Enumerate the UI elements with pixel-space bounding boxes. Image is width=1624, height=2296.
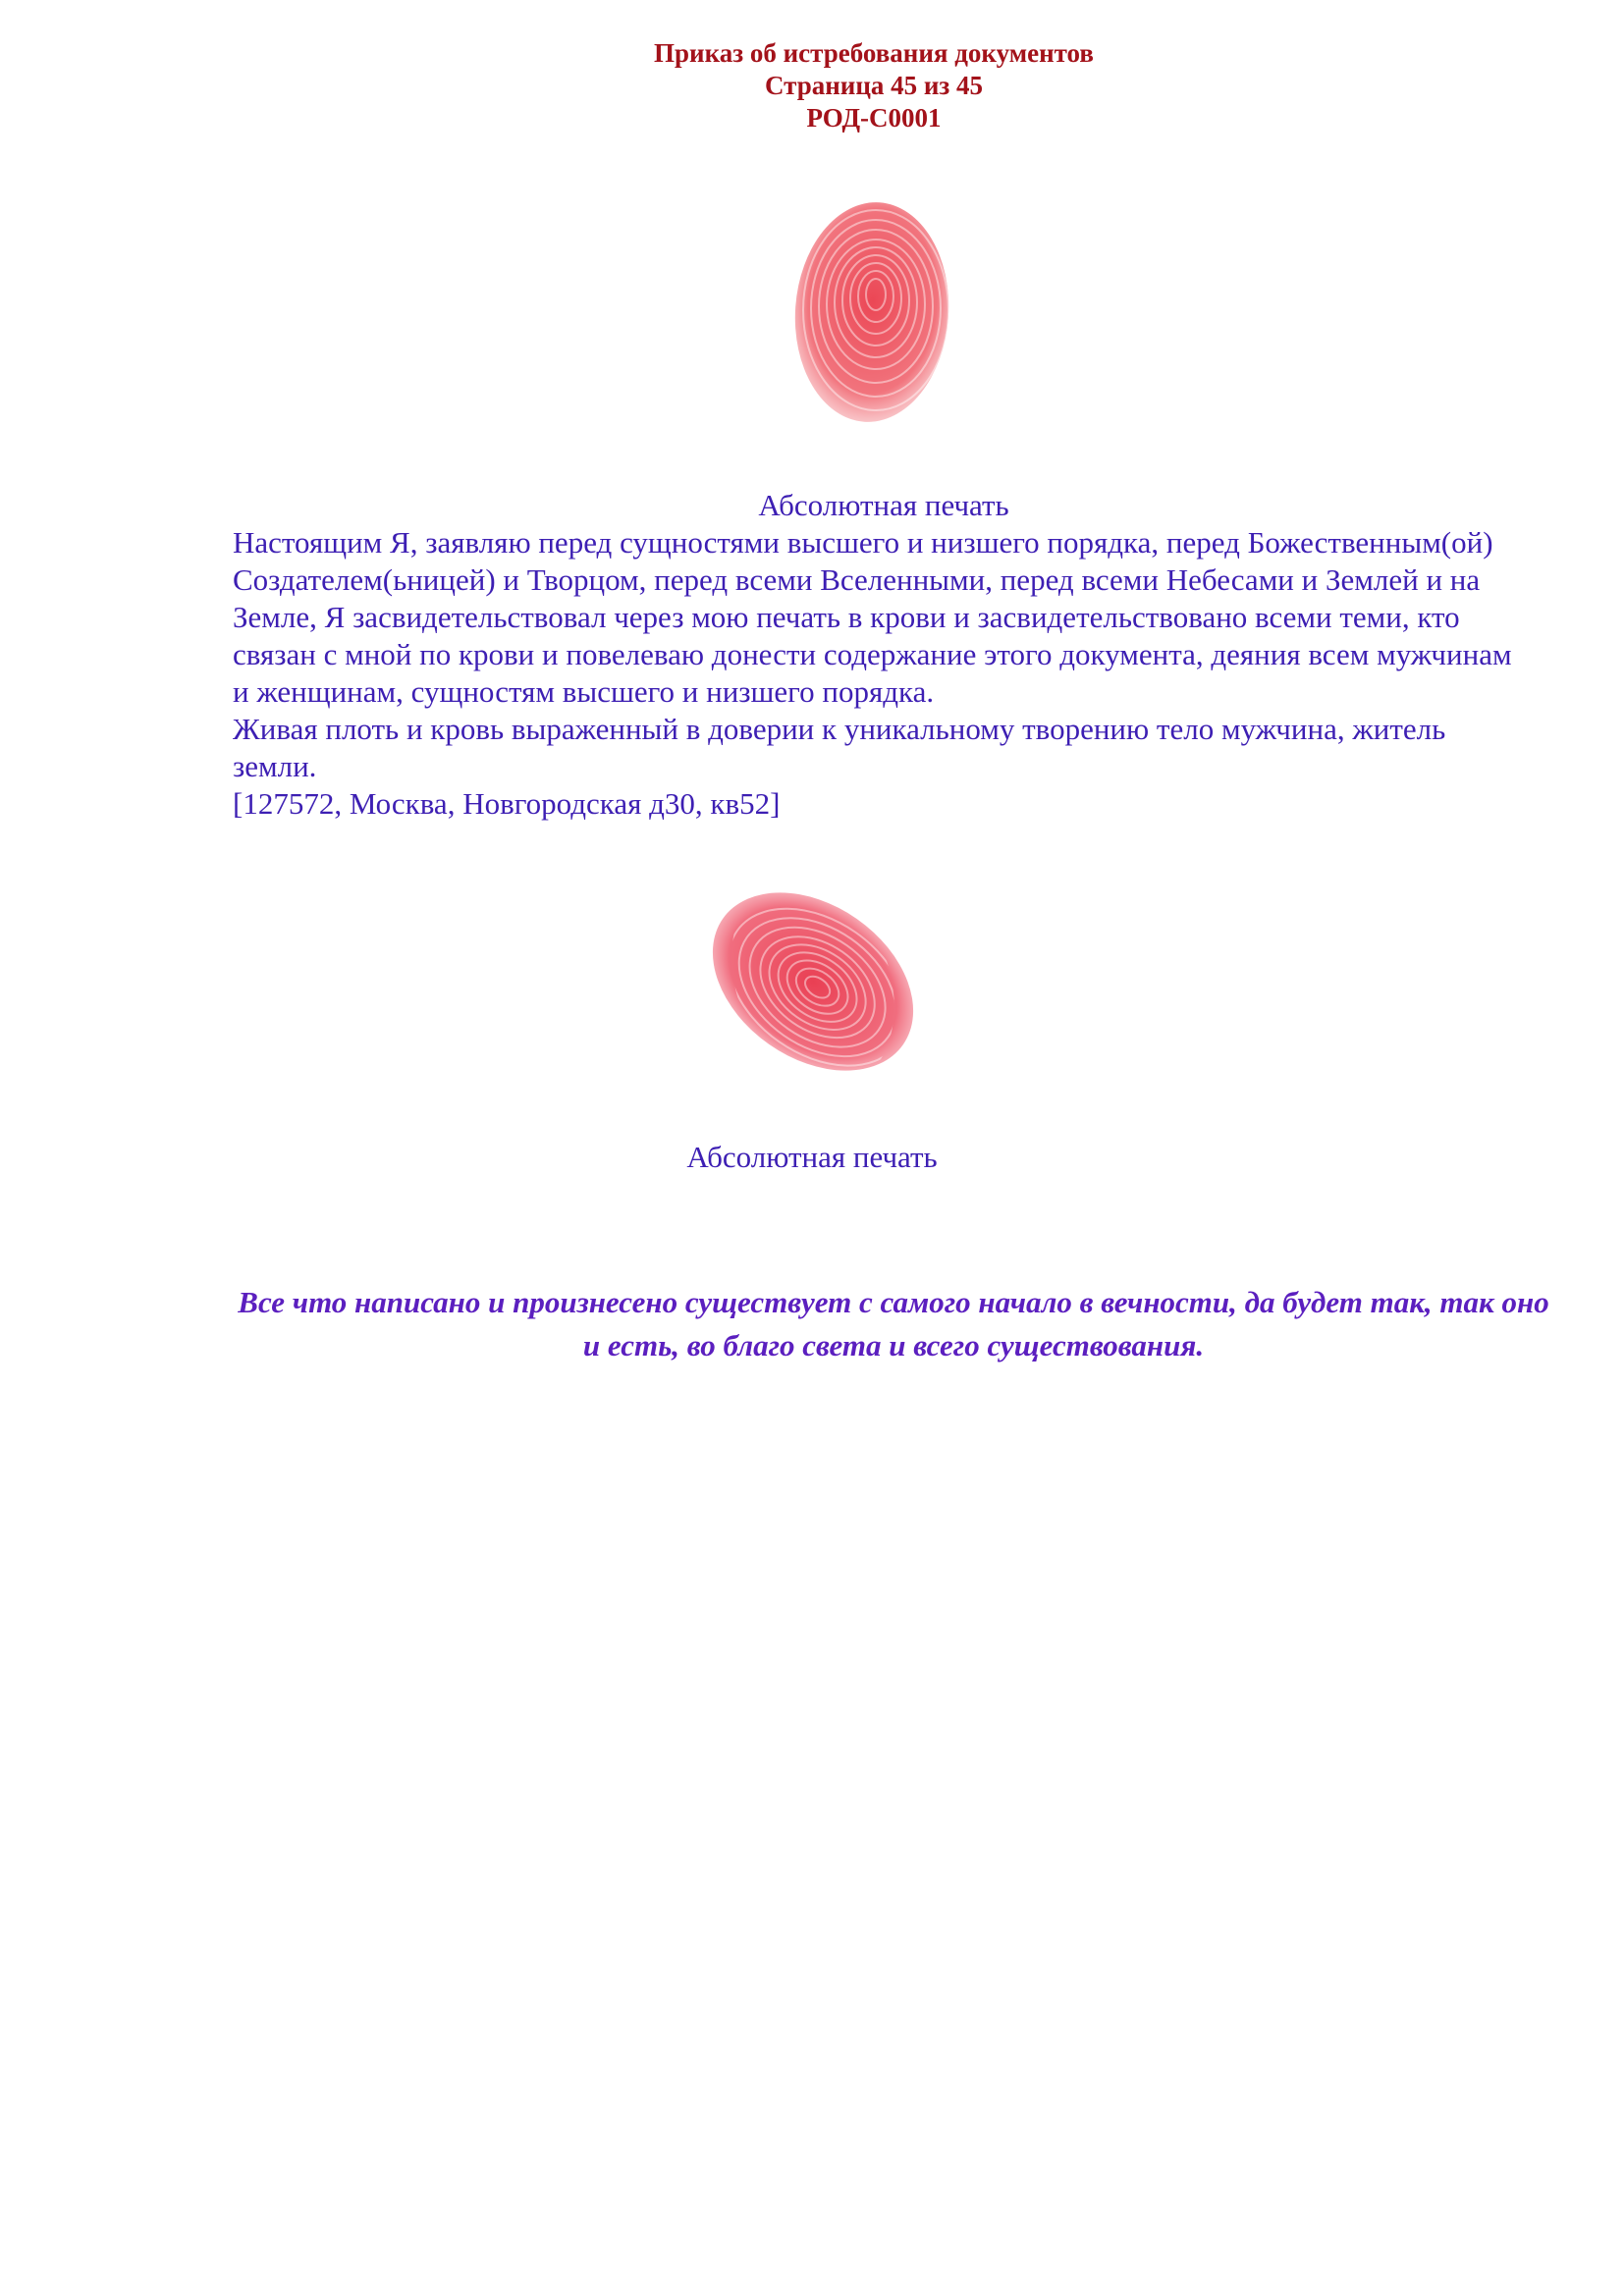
declaration-body: [233, 524, 1529, 823]
seal-caption-top: Абсолютная печать: [758, 488, 1009, 522]
identity-paragraph: Живая плоть и кровь выраженный в доверии к уникальному творению тело мужчина, житель земли.: [233, 712, 1446, 783]
seal-caption-bottom: Абсолютная печать: [686, 1140, 938, 1174]
closing-statement: Все что написано и произнесено существует с самого начало в вечности, да будет так, так оно и есть, во благо света и всего существования.: [238, 1285, 1549, 1362]
page-number: Страница 45 из 45: [764, 71, 984, 100]
address-line: [127572, Москва, Новгородская д30, кв52]: [233, 786, 781, 821]
document-title: Приказ об истребования документов: [654, 38, 1094, 68]
fingerprint-icon: [785, 196, 957, 432]
declaration-paragraph: Настоящим Я, заявляю перед сущностями высшего и низшего порядка, перед Божественным(ой) Создателем(ьницей) и Творцом, перед всеми Вселенными, перед всеми Небесами и Землей и на Земле, Я засвидетельствовал через мою печать в крови и засвидетельствовано всеми теми, кто связан с мной по крови и повелеваю донести содержание этого документа, деяния всем мужчинам и женщинам, сущностям высшего и низшего порядка.: [233, 525, 1512, 709]
document-header: [0, 37, 1624, 134]
document-code: РОД-С0001: [806, 103, 942, 133]
fingerprint-icon: [687, 874, 943, 1095]
